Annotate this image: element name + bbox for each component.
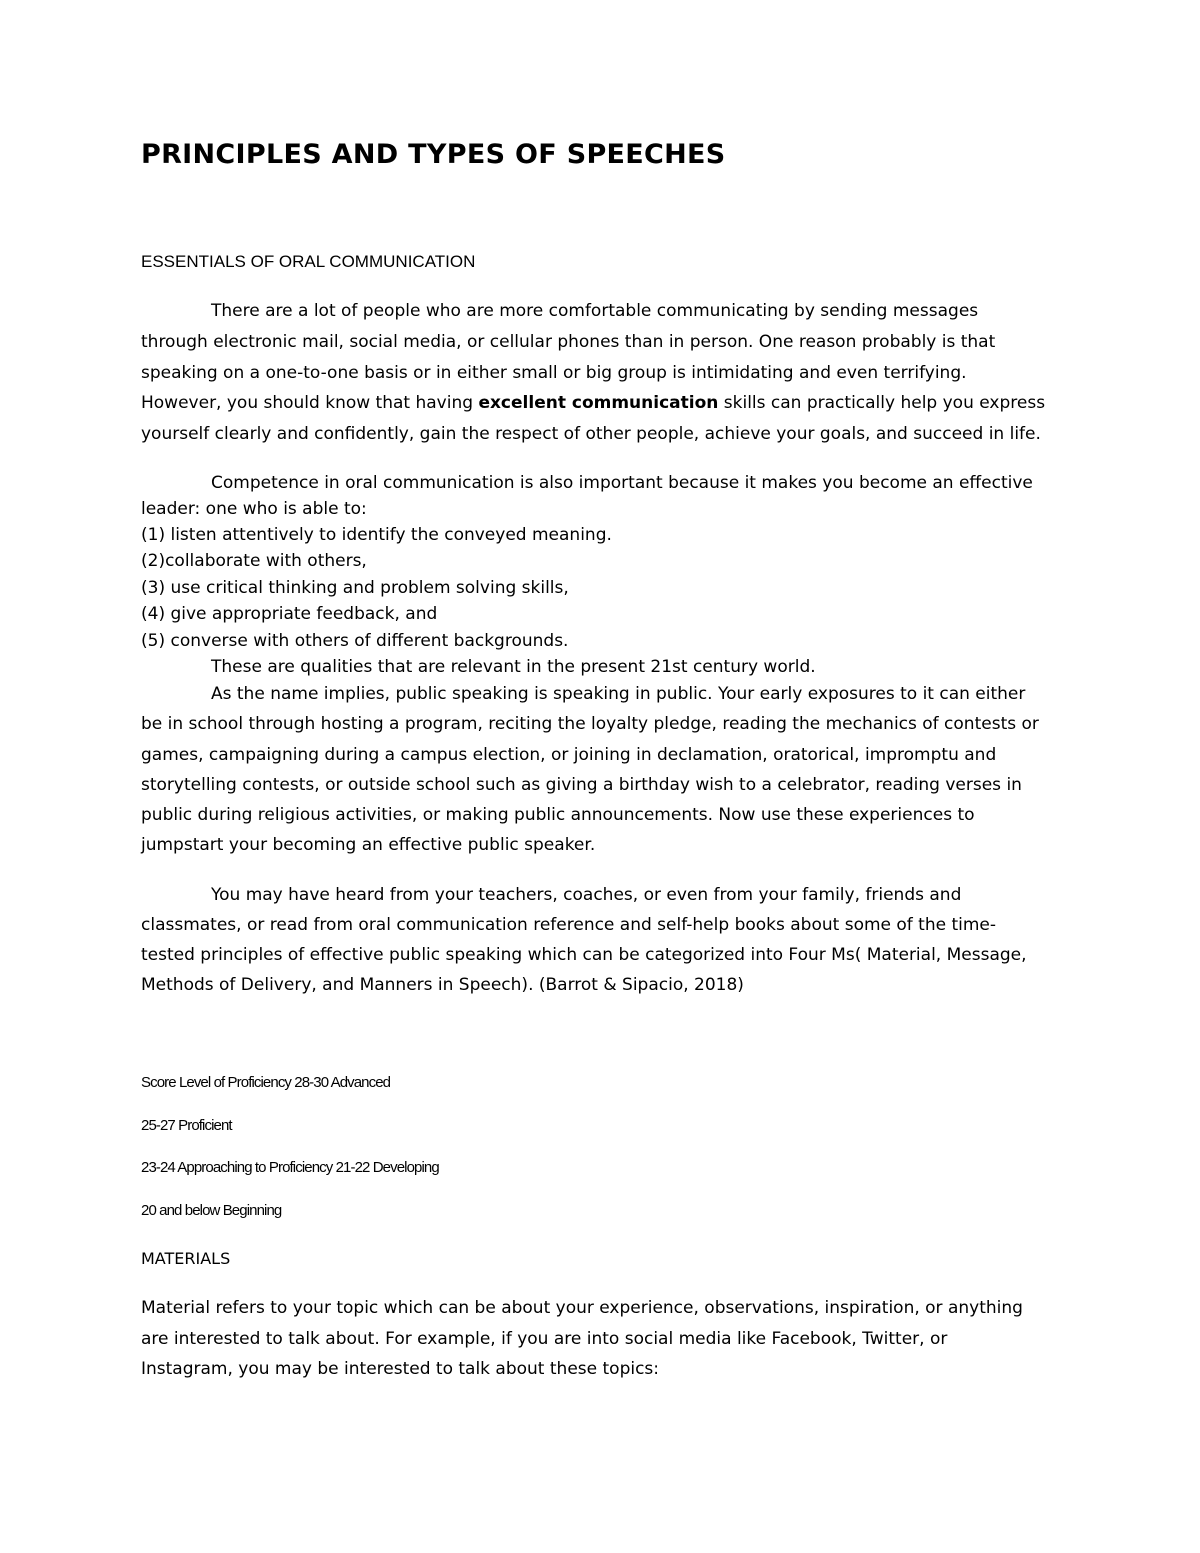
score-level-line: 25-27 Proficient [141, 1117, 232, 1134]
paragraph-line: tested principles of effective public speaking which can be categorized into Four Ms( Material, Message, [141, 945, 1027, 965]
paragraph-line: There are a lot of people who are more comfortable communicating by sending messages [211, 301, 979, 321]
emphasis-text: excellent communication [478, 393, 719, 413]
paragraph-line: be in school through hosting a program, reciting the loyalty pledge, reading the mechanics of contests or [141, 714, 1039, 734]
paragraph-line: are interested to talk about. For example, if you are into social media like Facebook, Twitter, or [141, 1329, 948, 1349]
paragraph-line: Methods of Delivery, and Manners in Speech). (Barrot & Sipacio, 2018) [141, 975, 744, 995]
paragraph-line [141, 392, 1045, 414]
score-level-line: Score Level of Proficiency 28-30 Advanced [141, 1074, 391, 1091]
paragraph-line: leader: one who is able to: [141, 499, 367, 519]
materials-heading: MATERIALS [141, 1249, 231, 1268]
list-item: (3) use critical thinking and problem solving skills, [141, 578, 569, 598]
list-item: (1) listen attentively to identify the conveyed meaning. [141, 525, 612, 545]
paragraph-line: You may have heard from your teachers, coaches, or even from your family, friends and [211, 885, 962, 905]
text-run: However, you should know that having [141, 393, 479, 413]
paragraph-line: jumpstart your becoming an effective public speaker. [141, 835, 596, 855]
paragraph-line: through electronic mail, social media, or cellular phones than in person. One reason probably is that [141, 332, 996, 352]
paragraph-line: Competence in oral communication is also important because it makes you become an effective [211, 473, 1033, 493]
list-item: (2)collaborate with others, [141, 551, 367, 571]
list-item: (5) converse with others of different backgrounds. [141, 631, 569, 651]
document-title: PRINCIPLES AND TYPES OF SPEECHES [141, 139, 726, 170]
paragraph-line: storytelling contests, or outside school such as giving a birthday wish to a celebrator, reading verses in [141, 775, 1022, 795]
section-heading: ESSENTIALS OF ORAL COMMUNICATION [141, 252, 476, 271]
paragraph-line: speaking on a one-to-one basis or in either small or big group is intimidating and even terrifying. [141, 363, 967, 383]
paragraph-line: Material refers to your topic which can be about your experience, observations, inspiration, or anything [141, 1298, 1023, 1318]
text-run: skills can practically help you express [718, 393, 1046, 413]
paragraph-line: classmates, or read from oral communication reference and self-help books about some of the time- [141, 915, 997, 935]
paragraph-line: games, campaigning during a campus election, or joining in declamation, oratorical, impromptu and [141, 745, 997, 765]
paragraph-line: Instagram, you may be interested to talk about these topics: [141, 1359, 660, 1379]
paragraph-line: yourself clearly and confidently, gain the respect of other people, achieve your goals, and succeed in life. [141, 424, 1041, 444]
score-level-line: 20 and below Beginning [141, 1202, 282, 1219]
list-item: (4) give appropriate feedback, and [141, 604, 438, 624]
score-level-line: 23-24 Approaching to Proficiency 21-22 Developing [141, 1159, 439, 1176]
paragraph-line: As the name implies, public speaking is speaking in public. Your early exposures to it can either [211, 684, 1026, 704]
paragraph-line: These are qualities that are relevant in the present 21st century world. [211, 657, 816, 677]
paragraph-line: public during religious activities, or making public announcements. Now use these experiences to [141, 805, 975, 825]
